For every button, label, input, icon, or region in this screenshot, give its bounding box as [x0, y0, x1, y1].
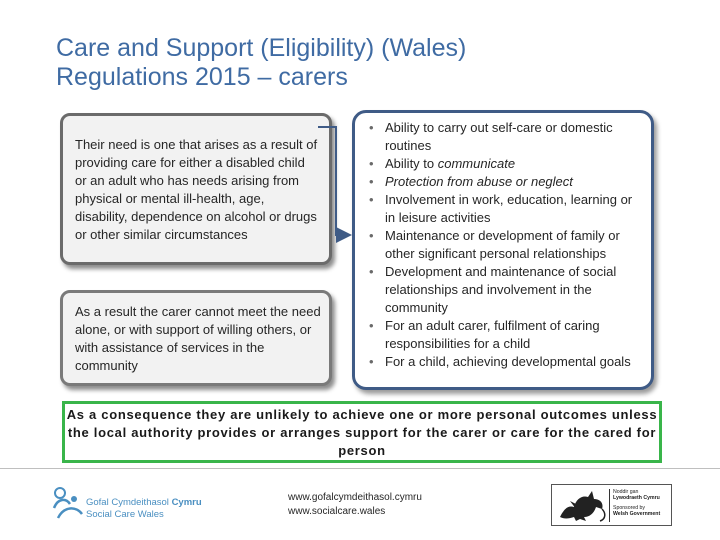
need-text: Their need is one that arises as a result of providing care for either a disabled child or an adult who has needs arising from physical or mental ill-health, age, disability, dependence on alcohol or drugs or other similar circumstances	[75, 137, 318, 242]
footer-divider	[0, 468, 720, 469]
logo-divider	[609, 489, 610, 522]
outcomes-list	[363, 119, 643, 371]
outcome-item: • Ability to carry out self-care or domestic routines	[369, 120, 613, 153]
consequence-text: As a consequence they are unlikely to achieve one or more personal outcomes unless the local authority provides or arranges support for the carer or care for the cared for person	[66, 407, 658, 458]
consequence-box	[62, 401, 662, 463]
logo-welsh-name: Gofal Cymdeithasol Cymru	[86, 497, 202, 508]
bullet-icon: •	[369, 264, 374, 279]
need-box	[60, 113, 332, 265]
welsh-government-logo	[551, 484, 672, 526]
social-care-wales-logo	[52, 486, 212, 522]
bullet-icon: •	[369, 120, 374, 135]
outcome-item: • Development and maintenance of social relationships and involvement in the community	[369, 264, 617, 315]
logo-sponsor-english-label: Sponsored by	[613, 505, 646, 511]
outcome-item: • For a child, achieving developmental goals	[369, 354, 631, 369]
footer-urls	[288, 491, 422, 519]
slide-title-line-1: Care and Support (Eligibility) (Wales)	[56, 34, 467, 62]
bullet-icon: •	[369, 318, 374, 333]
outcome-item: • Involvement in work, education, learning or in leisure activities	[369, 192, 633, 225]
outcome-item: • Ability to communicate	[369, 156, 516, 171]
outcome-item: • For an adult carer, fulfilment of caring responsibilities for a child	[369, 318, 600, 351]
result-text: As a result the carer cannot meet the need alone, or with support of willing others, or with assistance of services in the community	[75, 304, 321, 373]
bullet-icon: •	[369, 228, 374, 243]
outcome-item: • Maintenance or development of family or other significant personal relationships	[369, 228, 620, 261]
logo-sponsor-welsh-label: Noddir gan	[613, 489, 639, 495]
logo-english-name: Social Care Wales	[86, 509, 164, 520]
social-care-wales-logo-icon	[52, 486, 84, 522]
slide-title	[56, 34, 676, 92]
bullet-icon: •	[369, 354, 374, 369]
outcome-item: • Protection from abuse or neglect	[369, 174, 573, 189]
bullet-icon: •	[369, 174, 374, 189]
bullet-icon: •	[369, 156, 374, 171]
url-english-link[interactable]: www.socialcare.wales	[288, 506, 386, 517]
slide-title-line-2: Regulations 2015 – carers	[56, 63, 348, 91]
logo-sponsor-english-name: Welsh Government	[613, 511, 661, 517]
url-welsh-link[interactable]: www.gofalcymdeithasol.cymru	[288, 492, 422, 503]
logo-sponsor-welsh-name: Lywodraeth Cymru	[613, 495, 660, 501]
result-box	[60, 290, 332, 386]
welsh-dragon-icon	[556, 487, 608, 523]
bullet-icon: •	[369, 192, 374, 207]
outcomes-box	[352, 110, 654, 390]
